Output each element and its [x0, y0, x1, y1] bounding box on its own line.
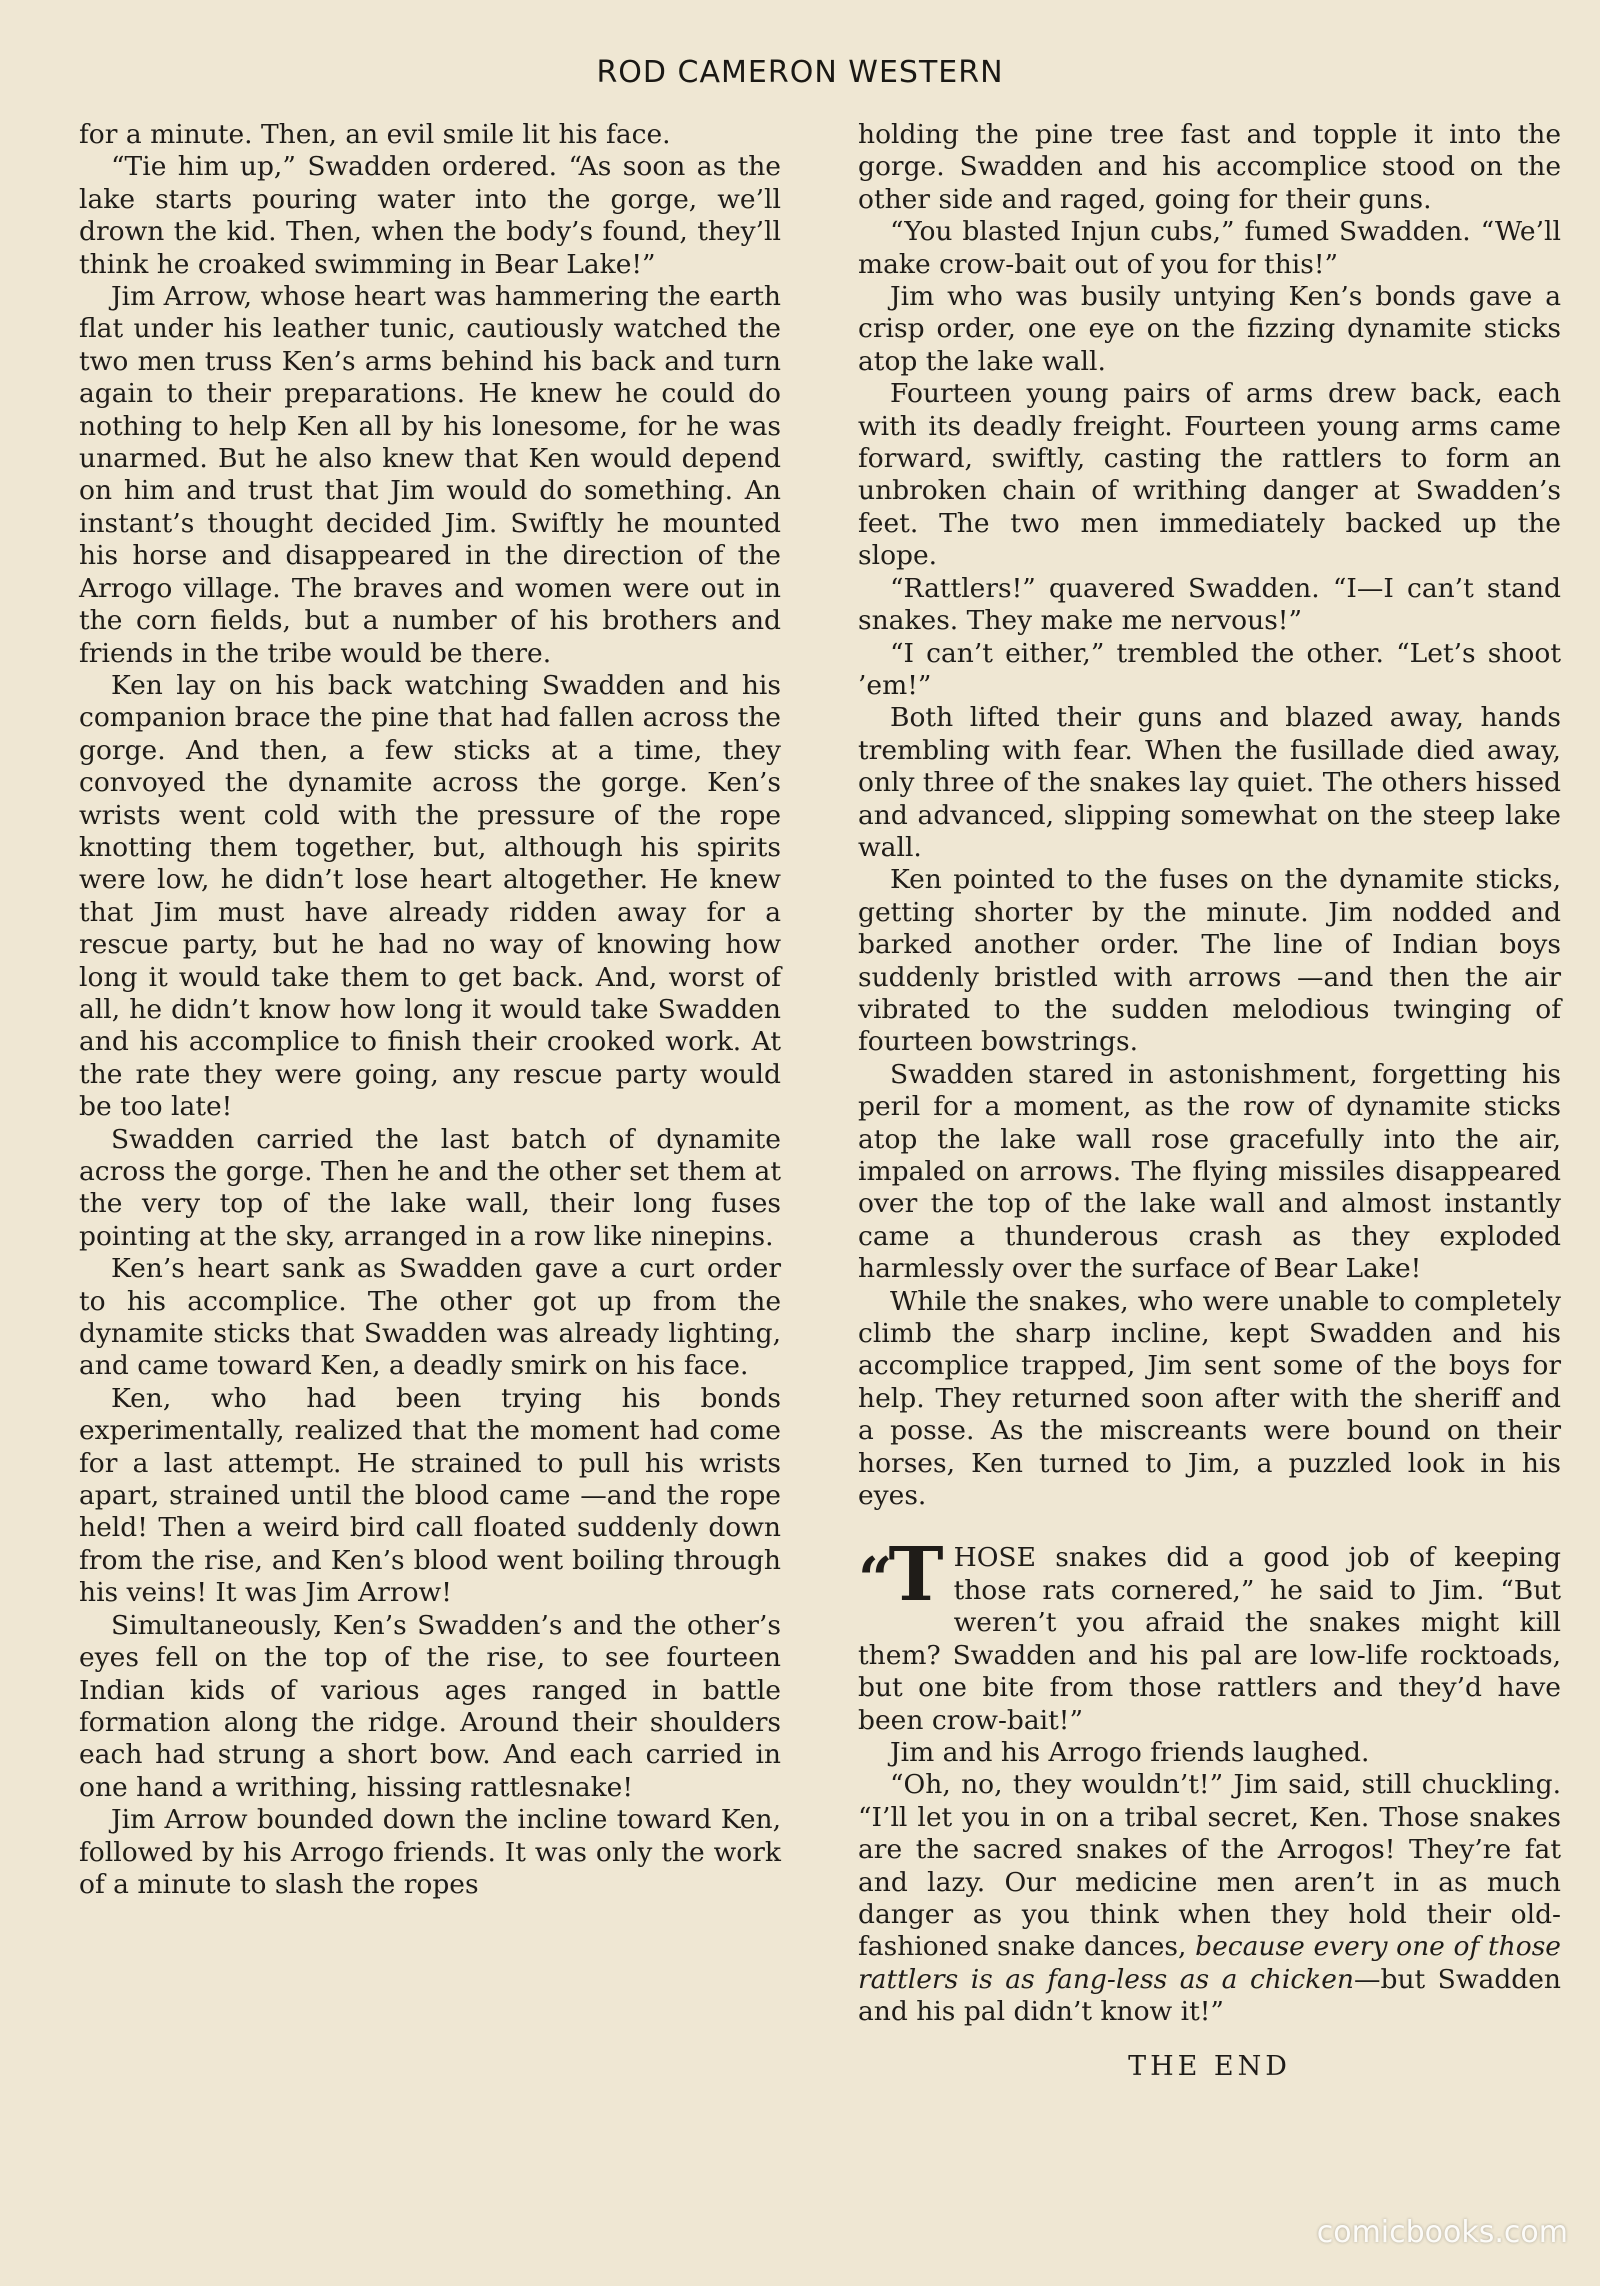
paragraph: for a minute. Then, an evil smile lit his face. [79, 119, 671, 150]
paragraph: Jim who was busily untying Ken’s bonds gave a crisp order, one eye on the fizzing dynamite sticks atop the lake wall. [858, 281, 1561, 377]
paragraph: While the snakes, who were unable to completely climb the sharp incline, kept Swadden and his accomplice trapped, Jim sent some of the boys for help. They returned soon after with the sheriff and a posse. As the miscreants were bound on their horses, Ken turned to Jim, a puzzled look in his eyes. [858, 1285, 1561, 1512]
paragraph: Ken, who had been trying his bonds experimentally, realized that the moment had come for a last attempt. He strained to pull his wrists apart, strained until the blood came —and the rope held! Then a weird bird call floated suddenly down from the rise, and Ken’s blood went boiling through his veins! It was Jim Arrow! [79, 1382, 781, 1609]
paragraph: holding the pine tree fast and topple it into the gorge. Swadden and his accomplice stood on the other side and raged, going for their guns. [858, 119, 1561, 215]
paragraph: Ken’s heart sank as Swadden gave a curt order to his accomplice. The other got up from the dynamite sticks that Swadden was already lighting, and came toward Ken, a deadly smirk on his face. [79, 1253, 781, 1382]
paragraph: “Tie him up,” Swadden ordered. “As soon as the lake starts pouring water into the gorge, we’ll drown the kid. Then, when the body’s found, they’ll think he croaked swimming in Bear Lake!” [79, 151, 781, 280]
right-column [858, 119, 1561, 2083]
paragraph: Swadden stared in astonishment, forgetting his peril for a moment, as the row of dynamite sticks atop the lake wall rose gracefully into the air, impaled on arrows. The flying missiles disappeared over the top of the lake wall and almost instantly came a thunderous crash as they exploded harmlessly over the surface of Bear Lake! [858, 1058, 1561, 1285]
paragraph-text: “Oh, no, they wouldn’t!” Jim said, still chuckling. “I’ll let you in on a tribal secret, Ken. Those snakes are the sacred snakes of the Arrogos! They’re fat and lazy. Our medicine men aren’t in as much danger as you think when they hold their old-fashioned snake dances, [858, 1769, 1561, 1963]
paragraph-text: —but Swadden and his pal didn’t know it!” [858, 1963, 1561, 2028]
left-column [79, 119, 781, 1901]
paragraph: “You blasted Injun cubs,” fumed Swadden. “We’ll make crow-bait out of you for this!” [858, 216, 1561, 280]
running-title: ROD CAMERON WESTERN [596, 55, 1004, 90]
paragraph-text: HOSE snakes did a good job of keeping those rats cornered,” he said to Jim. “But weren’t you afraid the snakes might kill them? Swadden and his pal are low-life rocktoads, but one bite from those rattlers and they’d have been crow-bait!” [858, 1542, 1561, 1736]
paragraph: Ken pointed to the fuses on the dynamite sticks, getting shorter by the minute. Jim nodded and barked another order. The line of Indian boys suddenly bristled with arrows —and then the air vibrated to the sudden melodious twinging of fourteen bowstrings. [858, 864, 1561, 1058]
drop-cap [858, 1532, 944, 1619]
dropcap-paragraph [858, 1532, 1561, 1736]
paragraph: “I can’t either,” trembled the other. “Let’s shoot ’em!” [858, 637, 1561, 701]
paragraph: Jim Arrow bounded down the incline toward Ken, followed by his Arrogo friends. It was only the work of a minute to slash the ropes [79, 1804, 781, 1900]
the-end-mark: THE END [1128, 2050, 1291, 2082]
italic-text: because every one of those rattlers is as fang-less as a chicken [858, 1931, 1561, 1995]
paragraph: Fourteen young pairs of arms drew back, each with its deadly freight. Fourteen young arms came forward, swiftly, casting the rattlers to form an unbroken chain of writhing danger at Swadden’s feet. The two men immediately backed up the slope. [858, 378, 1561, 572]
drop-cap-letter: T [888, 1532, 944, 1619]
site-watermark: comicbooks.com [1316, 2215, 1568, 2250]
drop-cap-quote: “ [858, 1545, 887, 1616]
paragraph: Simultaneously, Ken’s Swadden’s and the other’s eyes fell on the top of the rise, to see fourteen Indian kids of various ages ranged in battle formation along the ridge. Around their shoulders each had strung a short bow. And each carried in one hand a writhing, hissing rattlesnake! [79, 1609, 781, 1803]
paragraph: Swadden carried the last batch of dynamite across the gorge. Then he and the other set them at the very top of the lake wall, their long fuses pointing at the sky, arranged in a row like ninepins. [79, 1123, 781, 1252]
paragraph: Jim and his Arrogo friends laughed. [890, 1736, 1370, 1768]
final-paragraph [858, 1769, 1561, 2028]
paragraph: Both lifted their guns and blazed away, hands trembling with fear. When the fusillade died away, only three of the snakes lay quiet. The others hissed and advanced, slipping somewhat on the steep lake wall. [858, 702, 1561, 863]
paragraph: Jim Arrow, whose heart was hammering the earth flat under his leather tunic, cautiously watched the two men truss Ken’s arms behind his back and turn again to their preparations. He knew he could do nothing to help Ken all by his lonesome, for he was unarmed. But he also knew that Ken would depend on him and trust that Jim would do something. An instant’s thought decided Jim. Swiftly he mounted his horse and disappeared in the direction of the Arrogo village. The braves and women were out in the corn fields, but a number of his brothers and friends in the tribe would be there. [79, 281, 781, 669]
paragraph: “Rattlers!” quavered Swadden. “I—I can’t stand snakes. They make me nervous!” [858, 572, 1561, 637]
paragraph: Ken lay on his back watching Swadden and his companion brace the pine that had fallen across the gorge. And then, a few sticks at a time, they convoyed the dynamite across the gorge. Ken’s wrists went cold with the pressure of the rope knotting them together, but, although his spirits were low, he didn’t lose heart altogether. He knew that Jim must have already ridden away for a rescue party, but he had no way of knowing how long it would take them to get back. And, worst of all, he didn’t know how long it would take Swadden and his accomplice to finish their crooked work. At the rate they were going, any rescue party would be too late! [79, 669, 781, 1123]
